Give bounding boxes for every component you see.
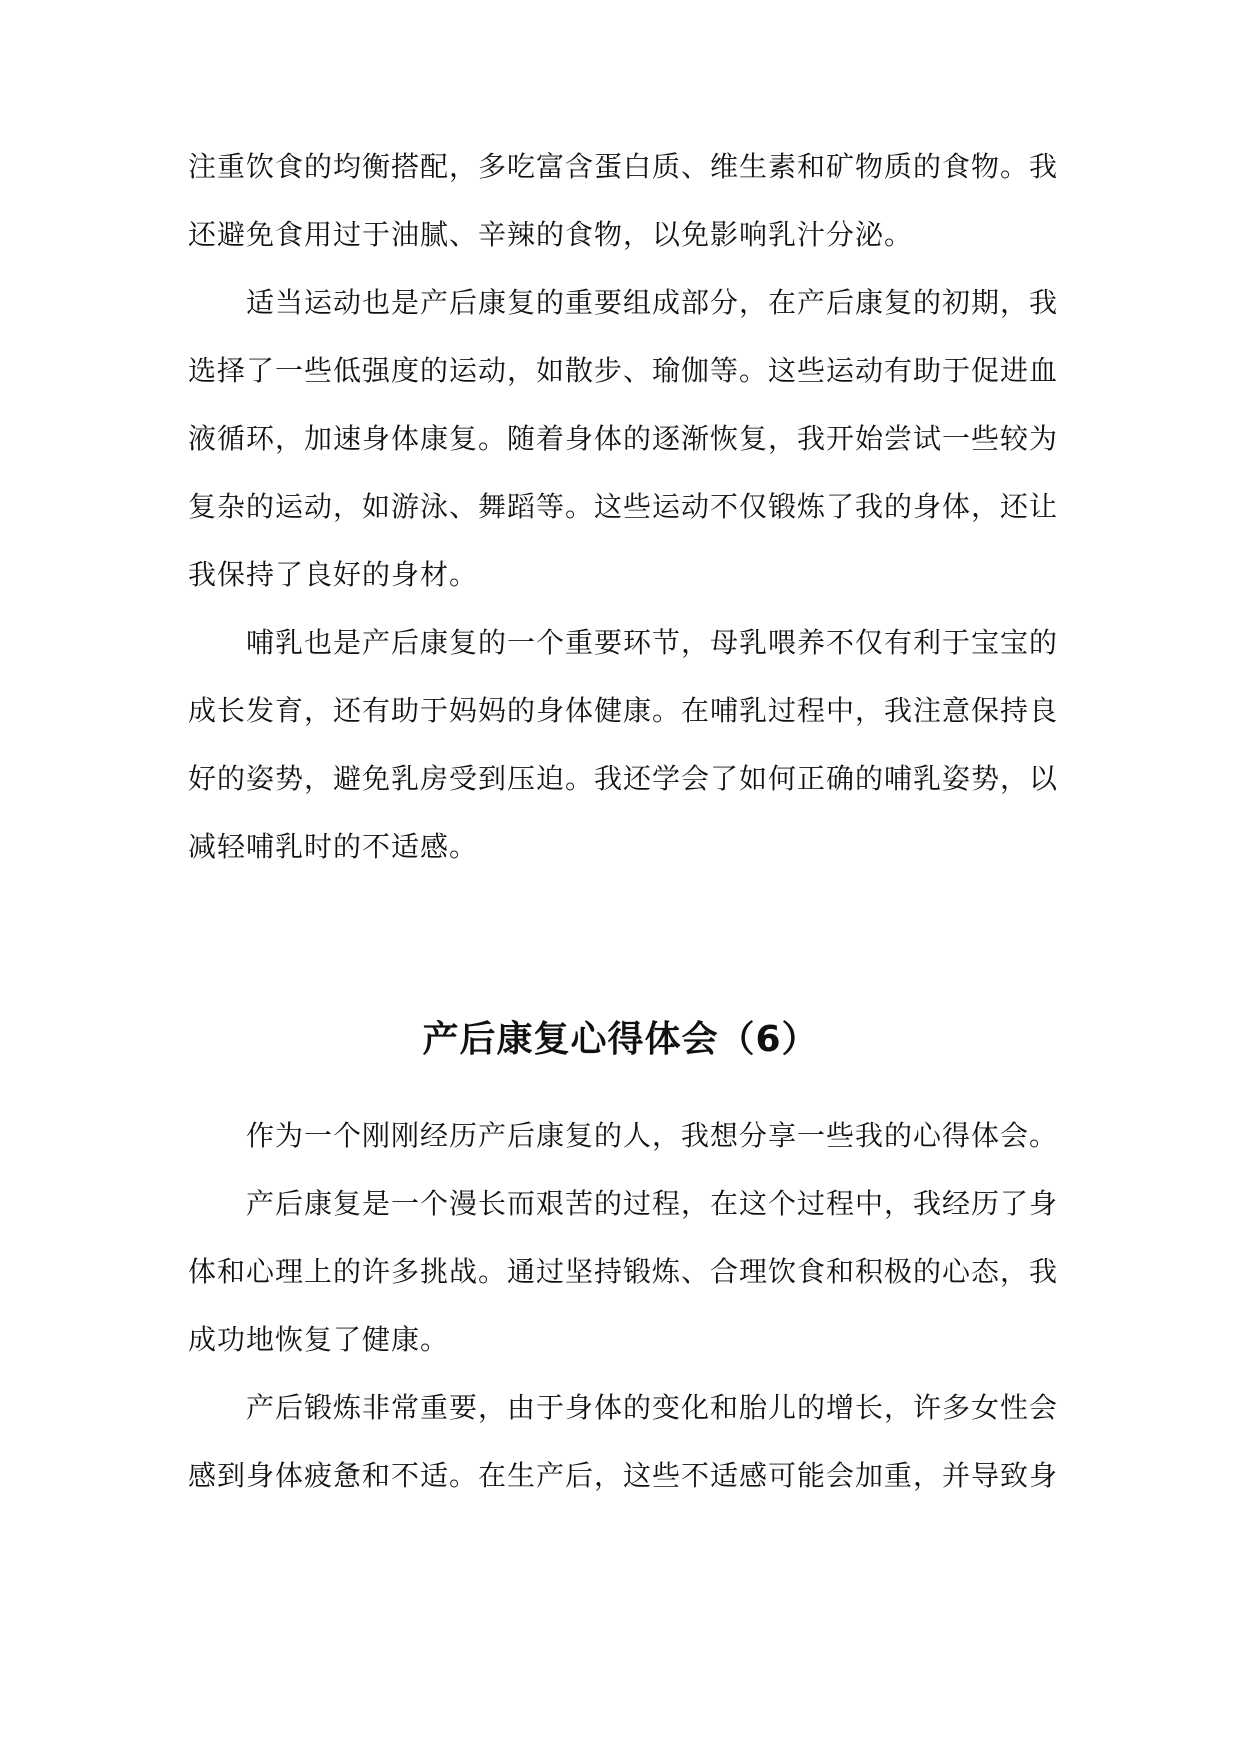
paragraph-postpartum-exercise: 产后锻炼非常重要，由于身体的变化和胎儿的增长，许多女性会感到身体疲惫和不适。在生产后，这些不适感可能会加重，并导致身 — [188, 1391, 1059, 1492]
paragraph-breastfeeding: 哺乳也是产后康复的一个重要环节，母乳喂养不仅有利于宝宝的成长发育，还有助于妈妈的身体健康。在哺乳过程中，我注意保持良好的姿势，避免乳房受到压迫。我还学会了如何正确的哺乳姿势，以减轻哺乳时的不适感。 — [188, 626, 1059, 863]
paragraph-diet: 注重饮食的均衡搭配，多吃富含蛋白质、维生素和矿物质的食物。我还避免食用过于油腻、辛辣的食物，以免影响乳汁分泌。 — [188, 150, 1059, 251]
section-heading: 产后康复心得体会（6） — [422, 1019, 819, 1060]
paragraph-exercise: 适当运动也是产后康复的重要组成部分，在产后康复的初期，我选择了一些低强度的运动，如散步、瑜伽等。这些运动有助于促进血液循环，加速身体康复。随着身体的逐渐恢复，我开始尝试一些较为复杂的运动，如游泳、舞蹈等。这些运动不仅锻炼了我的身体，还让我保持了良好的身材。 — [188, 286, 1059, 591]
paragraph-intro: 作为一个刚刚经历产后康复的人，我想分享一些我的心得体会。 — [246, 1119, 1059, 1152]
paragraph-recovery-process: 产后康复是一个漫长而艰苦的过程，在这个过程中，我经历了身体和心理上的许多挑战。通过坚持锻炼、合理饮食和积极的心态，我成功地恢复了健康。 — [188, 1187, 1059, 1356]
